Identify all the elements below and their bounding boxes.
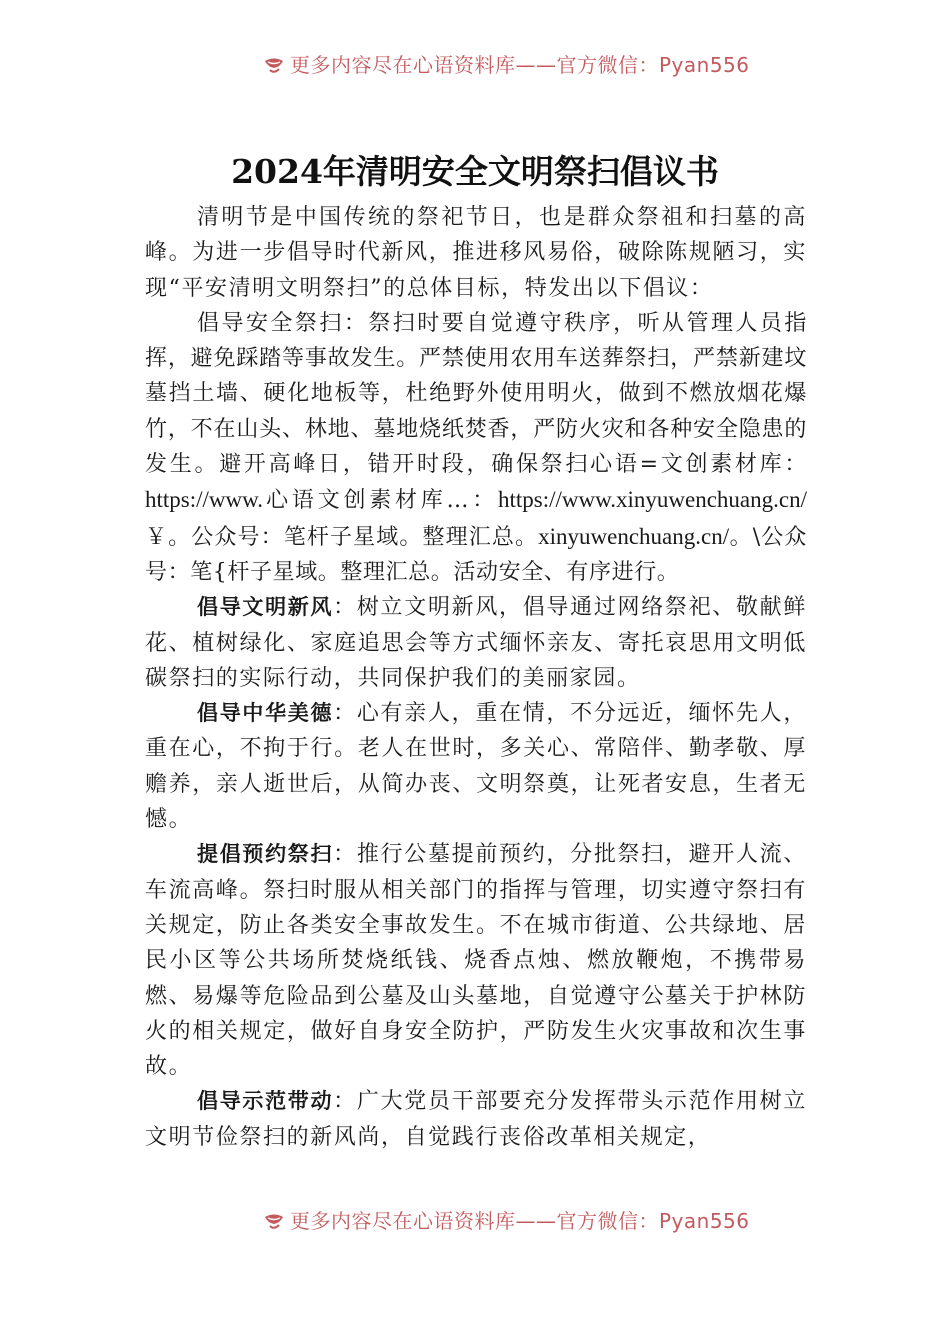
safety-text-b: 心语文创素材库…： [263,488,499,514]
virtue-text: ：心有亲人，重在情，不分远近，缅怀先人，重在心，不拘于行。老人在世时，多关心、常陪伴、勤孝敬、厚赡养，亲人逝世后，从简办丧、文明祭奠，让死者安息，生者无憾。 [145,701,807,833]
paragraph-civilized [145,590,807,696]
url-fragment-a: https://www. [145,487,263,513]
virtue-lead: 倡导中华美德 [197,701,334,726]
header-watermark [0,55,950,85]
watermark-text: 更多内容尽在心语资料库——官方微信：Pyan556 [290,1211,750,1233]
page-title: 2024年清明安全文明祭扫倡议书 [231,152,719,191]
footer-watermark [0,1211,950,1241]
mouth-logo-icon [262,1211,286,1232]
civilized-lead: 倡导文明新风 [197,595,334,620]
url-fragment-b: https://www.xinyuwenchuang.cn/ [498,487,807,513]
reservation-lead: 提倡预约祭扫 [197,842,334,867]
watermark-text: 更多内容尽在心语资料库——官方微信：Pyan556 [290,55,750,77]
exemplary-lead: 倡导示范带动 [197,1089,334,1114]
safety-text-d: 。\公众号：笔{杆子星域。整理汇总。活动安全、有序进行。 [145,524,808,585]
mouth-logo-icon [262,55,286,76]
paragraph-exemplary [145,1084,807,1155]
paragraph-reservation [145,837,807,1084]
safety-text-a: 倡导安全祭扫：祭扫时要自觉遵守秩序，听从管理人员指挥，避免踩踏等事故发生。严禁使用农用车送葬祭扫，严禁新建坟墓挡土墙、硬化地板等，杜绝野外使用明火，做到不燃放烟花爆竹，不在山头、林地、墓地烧纸焚香，严防火灾和各种安全隐患的发生。避开高峰日，错开时段，确保祭扫心语=文创素材库： [145,310,807,478]
paragraph-safety [145,306,807,590]
exemplary-text: ：广大党员干部要充分发挥带头示范作用树立文明节俭祭扫的新风尚，自觉践行丧俗改革相关规定， [145,1089,807,1150]
civilized-text: ：树立文明新风，倡导通过网络祭祀、敬献鲜花、植树绿化、家庭追思会等方式缅怀亲友、寄托哀思用文明低碳祭扫的实际行动，共同保护我们的美丽家园。 [145,595,807,691]
url-fragment-c: xinyuwenchuang.cn/ [538,523,730,549]
reservation-text: ：推行公墓提前预约，分批祭扫，避开人流、车流高峰。祭扫时服从相关部门的指挥与管理，切实遵守祭扫有关规定，防止各类安全事故发生。不在城市街道、公共绿地、居民小区等公共场所焚烧纸钱、烧香点烛、燃放鞭炮，不携带易燃、易爆等危险品到公墓及山头墓地，自觉遵守公墓关于护林防火的相关规定，做好自身安全防护，严防发生火灾事故和次生事故。 [145,842,807,1080]
paragraph-virtue [145,696,807,837]
document-body [145,200,807,1155]
safety-text-c: ￥。公众号：笔杆子星域。整理汇总。 [145,524,539,550]
intro-paragraph: 清明节是中国传统的祭祀节日，也是群众祭祖和扫墓的高峰。为进一步倡导时代新风，推进移风易俗，破除陈规陋习，实现“平安清明文明祭扫”的总体目标，特发出以下倡议： [145,205,807,301]
